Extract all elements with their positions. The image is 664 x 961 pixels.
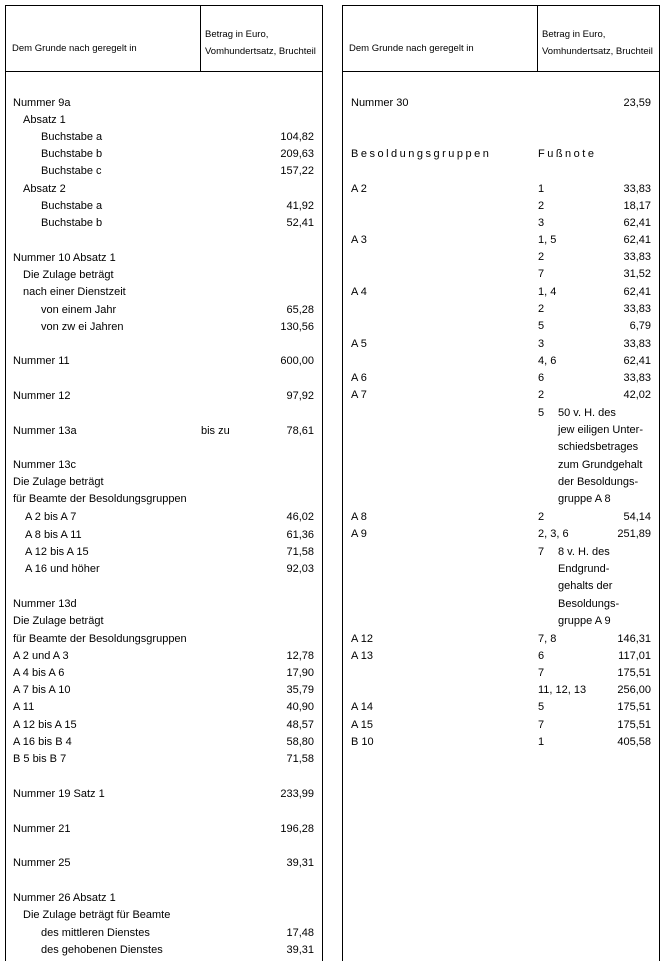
- table-row: [5, 112, 323, 129]
- row-label: Besoldungsgruppen: [351, 148, 492, 160]
- header-amount: [205, 26, 316, 60]
- row-amount: 251,89: [617, 528, 651, 540]
- row-note: gehalts der: [558, 580, 613, 592]
- table-row: [5, 648, 323, 665]
- table-row: [5, 613, 323, 630]
- row-label: A 8: [351, 511, 367, 523]
- row-amount: 6,79: [629, 320, 651, 332]
- table-row: [342, 665, 660, 682]
- row-note: 50 v. H. des: [558, 407, 616, 419]
- table-row: [5, 890, 323, 907]
- table-row: [342, 181, 660, 198]
- table-row: [342, 284, 660, 301]
- table-row: [342, 301, 660, 318]
- row-footnote: 2: [538, 303, 545, 315]
- table-row: [5, 491, 323, 508]
- table-row: [342, 509, 660, 526]
- row-footnote: 1, 4: [538, 286, 557, 298]
- table-row: [342, 146, 660, 163]
- row-label: Die Zulage beträgt für Beamte: [23, 909, 171, 921]
- table-row: [342, 526, 660, 543]
- table-row: [5, 596, 323, 613]
- table-row: [342, 249, 660, 266]
- table-row: [5, 682, 323, 699]
- row-label: Nummer 9a: [13, 97, 71, 109]
- header-amount-line2: Vomhundertsatz, Bruchteil: [542, 46, 653, 57]
- row-note: gruppe A 8: [558, 493, 611, 505]
- row-amount: 65,28: [286, 304, 314, 316]
- row-label: A 12 bis A 15: [25, 546, 89, 558]
- table-row: [5, 353, 323, 370]
- row-label: von einem Jahr: [41, 304, 117, 316]
- table-row: [5, 302, 323, 319]
- row-label: A 12: [351, 633, 374, 645]
- row-label: Buchstabe a: [41, 200, 103, 212]
- table-row: [342, 734, 660, 751]
- table-row: [342, 699, 660, 716]
- table-row: [342, 474, 660, 491]
- row-amount: 71,58: [286, 753, 314, 765]
- row-amount: 256,00: [617, 684, 651, 696]
- table-row: [342, 387, 660, 404]
- row-footnote: 1, 5: [538, 234, 557, 246]
- row-amount: 33,83: [623, 372, 651, 384]
- table-row: [5, 527, 323, 544]
- row-footnote: 3: [538, 338, 545, 350]
- row-label: B 5 bis B 7: [13, 753, 67, 765]
- row-footnote: 3: [538, 217, 545, 229]
- row-amount: 62,41: [623, 217, 651, 229]
- row-footnote: 2: [538, 511, 545, 523]
- row-amount: 146,31: [617, 633, 651, 645]
- row-label: A 5: [351, 338, 367, 350]
- row-label: Nummer 13d: [13, 598, 77, 610]
- table-row: [5, 129, 323, 146]
- table-row: [342, 370, 660, 387]
- row-amount: 175,51: [617, 719, 651, 731]
- table-row: [342, 95, 660, 112]
- row-label: Nummer 11: [13, 355, 70, 367]
- header-amount-line1: Betrag in Euro,: [542, 29, 606, 40]
- row-amount: 39,31: [286, 944, 314, 956]
- row-footnote: 2: [538, 251, 545, 263]
- row-label: für Beamte der Besoldungsgruppen: [13, 633, 187, 645]
- table-row: [5, 95, 323, 112]
- row-amount: 209,63: [280, 148, 314, 160]
- row-label: A 4: [351, 286, 367, 298]
- table-row: [5, 181, 323, 198]
- row-amount: 12,78: [286, 650, 314, 662]
- row-amount: 17,48: [286, 927, 314, 939]
- row-footnote: 7, 8: [538, 633, 557, 645]
- row-footnote: 2, 3, 6: [538, 528, 569, 540]
- row-amount: 78,61: [286, 425, 314, 437]
- header-legal-basis: Dem Grunde nach geregelt in: [12, 43, 137, 54]
- row-label: Die Zulage beträgt: [23, 269, 114, 281]
- table-row: [5, 821, 323, 838]
- row-amount: 600,00: [280, 355, 314, 367]
- table-row: [342, 336, 660, 353]
- row-amount: 33,83: [623, 338, 651, 350]
- table-row: [5, 855, 323, 872]
- row-amount: 71,58: [286, 546, 314, 558]
- table-row: [342, 232, 660, 249]
- table-row: [5, 215, 323, 232]
- table-row: [342, 561, 660, 578]
- row-label: Buchstabe b: [41, 217, 103, 229]
- row-amount: 42,02: [623, 389, 651, 401]
- row-label: A 2 und A 3: [13, 650, 69, 662]
- row-amount: 175,51: [617, 701, 651, 713]
- row-amount: 117,01: [618, 650, 651, 662]
- row-footnote: 5: [538, 320, 545, 332]
- row-amount: 62,41: [623, 355, 651, 367]
- row-note: gruppe A 9: [558, 615, 611, 627]
- row-amount: 17,90: [286, 667, 314, 679]
- table-row: [5, 665, 323, 682]
- row-footnote: 7: [538, 719, 545, 731]
- header-amount: [542, 26, 653, 60]
- table-row: [342, 318, 660, 335]
- header-amount-line2: Vomhundertsatz, Bruchteil: [205, 46, 316, 57]
- row-label: Nummer 26 Absatz 1: [13, 892, 116, 904]
- row-amount: 97,92: [286, 390, 314, 402]
- row-amount: 104,82: [280, 131, 314, 143]
- table-row: [5, 163, 323, 180]
- row-label: A 11: [13, 701, 35, 713]
- row-footnote: 5: [538, 407, 545, 419]
- row-amount: 92,03: [286, 563, 314, 575]
- table-row: [5, 544, 323, 561]
- row-label: B 10: [351, 736, 374, 748]
- table-row: [342, 648, 660, 665]
- row-label: A 8 bis A 11: [25, 529, 82, 541]
- row-amount: 41,92: [286, 200, 314, 212]
- row-amount: 40,90: [286, 701, 314, 713]
- row-amount: 46,02: [286, 511, 314, 523]
- table-row: [5, 561, 323, 578]
- row-label: des mittleren Dienstes: [41, 927, 150, 939]
- row-footnote: 6: [538, 650, 545, 662]
- row-amount: 175,51: [617, 667, 651, 679]
- table-row: [5, 146, 323, 163]
- row-footnote: 1: [538, 183, 545, 195]
- row-footnote: 1: [538, 736, 545, 748]
- row-footnote: 11, 12, 13: [538, 684, 587, 696]
- table-row: [5, 319, 323, 336]
- table-row: [342, 717, 660, 734]
- row-footnote: 5: [538, 701, 545, 713]
- row-label: Absatz 2: [23, 183, 66, 195]
- table-row: [342, 631, 660, 648]
- table-row: [5, 457, 323, 474]
- table-row: [342, 266, 660, 283]
- row-label: des gehobenen Dienstes: [41, 944, 163, 956]
- row-footnote: 7: [538, 667, 545, 679]
- row-label: A 7: [351, 389, 367, 401]
- row-amount: 58,80: [286, 736, 314, 748]
- row-amount: 39,31: [286, 857, 314, 869]
- row-note: jew eiligen Unter-: [558, 424, 643, 436]
- row-label: nach einer Dienstzeit: [23, 286, 126, 298]
- table-row: [5, 423, 323, 440]
- row-label: Buchstabe b: [41, 148, 103, 160]
- table-row: [342, 405, 660, 422]
- row-amount: 33,83: [623, 251, 651, 263]
- row-amount: 18,17: [623, 200, 651, 212]
- right-table-panel: [342, 5, 660, 961]
- table-row: [5, 734, 323, 751]
- row-label: A 7 bis A 10: [13, 684, 71, 696]
- row-footnote: 2: [538, 389, 545, 401]
- row-amount: 61,36: [286, 529, 314, 541]
- row-amount: 54,14: [623, 511, 651, 523]
- row-footnote: 2: [538, 200, 545, 212]
- row-amount: 130,56: [280, 321, 314, 333]
- row-label: Nummer 30: [351, 97, 409, 109]
- table-row: [5, 942, 323, 959]
- row-qualifier: bis zu: [201, 425, 230, 437]
- table-row: [342, 544, 660, 561]
- table-row: [342, 613, 660, 630]
- row-label: Nummer 12: [13, 390, 71, 402]
- row-amount: 23,59: [623, 97, 651, 109]
- row-label: Buchstabe c: [41, 165, 102, 177]
- row-label: A 16 und höher: [25, 563, 100, 575]
- row-footnote: 4, 6: [538, 355, 557, 367]
- row-note: zum Grundgehalt: [558, 459, 643, 471]
- row-label: Nummer 13c: [13, 459, 76, 471]
- left-table-header: [5, 5, 323, 72]
- table-row: [342, 491, 660, 508]
- row-footnote: 7: [538, 268, 545, 280]
- row-note: schiedsbetrages: [558, 441, 639, 453]
- row-label: Nummer 13a: [13, 425, 77, 437]
- row-label: Nummer 19 Satz 1: [13, 788, 105, 800]
- table-row: [342, 578, 660, 595]
- table-row: [5, 388, 323, 405]
- table-row: [342, 596, 660, 613]
- table-row: [5, 284, 323, 301]
- row-label: Die Zulage beträgt: [13, 476, 104, 488]
- row-label: Absatz 1: [23, 114, 66, 126]
- row-amount: 33,83: [623, 183, 651, 195]
- table-row: [342, 215, 660, 232]
- row-label: A 12 bis A 15: [13, 719, 77, 731]
- table-row: [342, 422, 660, 439]
- row-label: A 3: [351, 234, 367, 246]
- row-amount: 48,57: [286, 719, 314, 731]
- table-row: [5, 751, 323, 768]
- row-label: Buchstabe a: [41, 131, 103, 143]
- table-row: [5, 250, 323, 267]
- row-amount: 33,83: [623, 303, 651, 315]
- row-amount: 62,41: [623, 286, 651, 298]
- header-column-divider: [200, 6, 201, 71]
- row-amount: 157,22: [280, 165, 314, 177]
- table-row: [5, 907, 323, 924]
- table-row: [5, 474, 323, 491]
- table-row: [342, 353, 660, 370]
- row-amount: 62,41: [623, 234, 651, 246]
- table-row: [342, 682, 660, 699]
- header-legal-basis: Dem Grunde nach geregelt in: [349, 43, 474, 54]
- header-column-divider: [537, 6, 538, 71]
- table-row: [342, 457, 660, 474]
- row-label: Die Zulage beträgt: [13, 615, 104, 627]
- left-table-panel: [5, 5, 323, 961]
- row-amount: 35,79: [286, 684, 314, 696]
- row-label: A 15: [351, 719, 374, 731]
- row-label: Nummer 25: [13, 857, 71, 869]
- table-row: [5, 786, 323, 803]
- right-table-header: [342, 5, 660, 72]
- row-label: A 2: [351, 183, 367, 195]
- row-note: 8 v. H. des: [558, 546, 610, 558]
- table-row: [5, 267, 323, 284]
- row-label: von zw ei Jahren: [41, 321, 124, 333]
- row-note: der Besoldungs-: [558, 476, 639, 488]
- row-note: Besoldungs-: [558, 598, 620, 610]
- table-row: [5, 631, 323, 648]
- row-label: A 9: [351, 528, 367, 540]
- row-footnote: 6: [538, 372, 545, 384]
- row-amount: 196,28: [280, 823, 314, 835]
- table-row: [5, 699, 323, 716]
- row-label: Nummer 10 Absatz 1: [13, 252, 116, 264]
- row-label: A 4 bis A 6: [13, 667, 65, 679]
- row-footnote: Fußnote: [538, 148, 597, 160]
- table-row: [5, 509, 323, 526]
- row-amount: 52,41: [286, 217, 314, 229]
- table-row: [5, 925, 323, 942]
- row-label: A 6: [351, 372, 367, 384]
- row-label: A 14: [351, 701, 374, 713]
- row-label: für Beamte der Besoldungsgruppen: [13, 493, 187, 505]
- table-row: [5, 717, 323, 734]
- row-label: A 2 bis A 7: [25, 511, 77, 523]
- row-amount: 405,58: [617, 736, 651, 748]
- row-label: Nummer 21: [13, 823, 71, 835]
- row-label: A 16 bis B 4: [13, 736, 72, 748]
- row-footnote: 7: [538, 546, 545, 558]
- table-row: [342, 439, 660, 456]
- header-amount-line1: Betrag in Euro,: [205, 29, 269, 40]
- row-note: Endgrund-: [558, 563, 610, 575]
- row-amount: 31,52: [623, 268, 651, 280]
- row-amount: 233,99: [280, 788, 314, 800]
- table-row: [5, 198, 323, 215]
- table-row: [342, 198, 660, 215]
- row-label: A 13: [351, 650, 374, 662]
